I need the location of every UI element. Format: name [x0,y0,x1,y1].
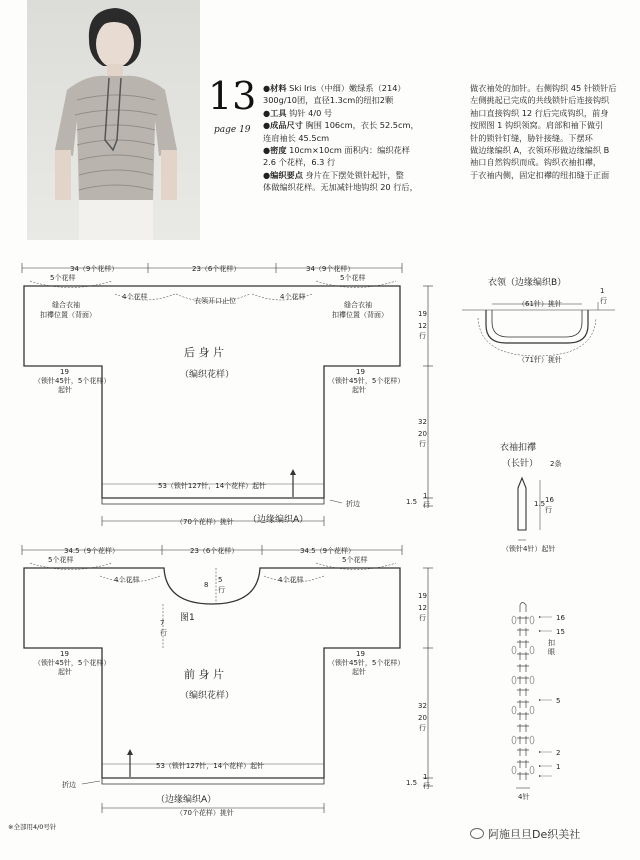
instruction-line: 按照图 1 钩织领窝。肩部和袖下做引 [470,120,604,131]
gauge-text-2: 2.6 个花样，6.3 行 [263,157,336,168]
chart-stitch-column [517,616,529,780]
front-side-right-2: （锁针45针，5个花样） [328,659,405,667]
front-v1-unit: 行 [423,782,430,790]
front-edging: （边缘编织A） [156,795,217,805]
chart-base: 4针 [518,793,530,801]
back-v15: 1.5 [406,498,418,506]
back-top-left-dim: 34（9个花样） [70,265,119,273]
watermark [470,826,580,842]
front-top-left-dim: 34.5（9个花样） [64,547,120,555]
front-top-right-dim: 34.5（9个花样） [300,547,356,555]
back-button-left: 缝合衣袖 [52,301,80,309]
back-title: 后 身 片 [184,346,224,359]
collar-inner: （61针）挑针 [518,300,562,308]
back-edge-left: 5个花样 [50,274,76,282]
front-edge-right: 5个花样 [342,556,368,564]
back-subtitle: （编织花样） [180,370,235,380]
back-v32: 32 [418,418,427,426]
back-inner-left: 4个花样 [122,293,148,301]
instruction-line: 袖口自然钩织而成。钩织衣袖扣襻， [470,157,602,168]
instruction-line: 做衣袖处的加针。右侧钩织 45 针锁针后 [470,83,617,93]
collar-height: 1 [600,287,605,295]
back-v20-unit: 行 [419,440,426,448]
front-side-left: 19 [60,650,69,658]
tab-subtitle: （长针） [502,459,539,469]
instruction-line: 于衣袖内侧，固定扣襻的纽扣缝于正面 [470,169,610,180]
tab-title: 衣袖扣襻 [500,443,537,453]
chart-row-1: 1 [556,763,561,771]
front-v12: 12 [418,604,427,612]
front-fold: 折边 [62,781,76,789]
collar-title: 衣领（边缘编织B） [488,278,567,288]
back-v19: 19 [418,310,427,318]
size-label: ●成品尺寸 [263,120,303,131]
stitch-chart [512,603,552,789]
front-side-left-3: 起针 [58,668,72,676]
back-v12-unit: 行 [419,332,426,340]
tab-count: 2条 [550,460,562,468]
back-top-right-dim: 34（9个花样） [306,265,355,273]
back-button-left-2: 扣襻位置（背面） [40,311,96,319]
material-label: ●材料 [263,83,287,93]
chart-row-15: 15 [556,628,565,636]
front-side7: 7 [160,619,165,627]
wechat-icon [470,828,484,839]
front-side-left-2: （锁针45针，5个花样） [34,659,111,667]
back-side-left-2: （锁针45针，5个花样） [34,377,111,385]
gauge-text: 10cm×10cm 面积内：编织花样 [289,145,410,156]
back-neck-stop: 衣领开口止位 [194,297,236,305]
front-inner-right: 4个花样 [278,576,304,584]
front-v32: 32 [418,702,427,710]
collar-outer: （71针）挑针 [518,356,562,364]
tool-label: ●工具 [263,107,287,118]
back-v20: 20 [418,430,427,438]
back-top-mid-dim: 23（6个花样） [192,265,241,273]
instruction-line: 左侧挑起已完成的共线锁针后连接钩织 [470,95,610,106]
chart-row-5: 5 [556,697,561,705]
front-side7-unit: 行 [160,629,167,637]
chart-row-16: 16 [556,614,565,622]
back-side-right-2: （锁针45针，5个花样） [328,377,405,385]
method-text-2: 体做编织花样。无加减针地钩织 20 行后， [263,182,418,193]
figure-label: 图1 [180,613,195,623]
back-edge-right: 5个花样 [340,274,366,282]
watermark-text: 阿施旦旦De织美社 [488,828,581,841]
front-hem-total: （70个花样）挑针 [176,809,234,817]
sleeve-tab-labels [500,441,561,553]
back-hem-total: （70个花样）挑针 [176,518,234,526]
material-text-2: 300g/10团，直径1.3cm的纽扣2颗 [263,95,394,106]
back-side-left: 19 [60,368,69,376]
back-side-right: 19 [356,368,365,376]
pattern-number: 13 [208,74,257,118]
instruction-line: 袖口直接钩织 12 行后完成钩织，前身 [470,107,609,118]
instruction-line: 做边缘编织 A，衣领环形做边缘编织 B [470,145,610,156]
chart-row-2: 2 [556,749,561,757]
sleeve-tab-diagram [518,478,540,540]
front-v12-unit: 行 [419,614,426,622]
back-v1: 1 [423,492,428,500]
back-labels [34,264,430,526]
collar-labels [488,276,607,364]
footnote: ※全部用4/0号针 [8,823,57,831]
front-subtitle: （编织花样） [180,691,235,701]
back-edging: （边缘编织A） [248,515,309,525]
back-side-right-3: 起针 [352,386,366,394]
gauge-label: ●密度 [263,145,287,156]
front-side-right: 19 [356,650,365,658]
front-v19: 19 [418,592,427,600]
chart-buttonhole: 扣 [548,639,555,647]
front-v15: 1.5 [406,779,418,787]
tool-text: 钩针 4/0 号 [289,107,333,118]
material-text: Ski Iris（中细）嫩绿系（214） [289,83,406,93]
front-bottom-chain: 53（锁针127针，14个花样）起针 [156,762,265,770]
chart-buttonhole-2: 眼 [548,648,555,656]
front-v1: 1 [423,773,428,781]
front-inner-left: 4个花样 [114,576,140,584]
front-v20-unit: 行 [419,724,426,732]
back-button-right-2: 扣襻位置（背面） [332,311,388,319]
back-bottom-chain: 53（锁针127针，14个花样）起针 [158,482,267,490]
page-reference: page 19 [214,125,251,135]
method-text: 身片在下摆处锁针起针，整 [305,169,404,180]
front-edge-left: 5个花样 [48,556,74,564]
back-v1-unit: 行 [423,501,430,509]
tab-rows: 16 [545,496,554,504]
size-text: 胸围 106cm，衣长 52.5cm， [305,120,419,131]
front-top-mid-dim: 23（6个花样） [190,547,239,555]
collar-height-unit: 行 [600,297,607,305]
front-neck-depth: 8 [204,581,209,589]
tab-rows-unit: 行 [545,506,552,514]
back-inner-right: 4个花样 [280,293,306,301]
tab-length: 1.5 [534,500,546,508]
back-v12: 12 [418,322,427,330]
front-neck-rows-unit: 行 [218,586,225,594]
front-side-right-3: 起针 [352,668,366,676]
front-piece [22,545,433,813]
tab-base: （锁针4针）起针 [502,545,556,553]
collar-diagram [462,302,615,356]
front-labels [34,546,430,817]
instruction-line: 针的锁针钉缝，胁针接缝。下摆环 [470,132,593,143]
size-text-2: 连肩袖长 45.5cm [263,132,330,143]
front-neck-rows: 5 [218,576,223,584]
front-v20: 20 [418,714,427,722]
method-label: ●编织要点 [263,169,303,180]
back-button-right: 缝合衣袖 [344,301,372,309]
back-side-left-3: 起针 [58,386,72,394]
front-title: 前 身 片 [184,668,224,681]
back-fold: 折边 [346,500,360,508]
